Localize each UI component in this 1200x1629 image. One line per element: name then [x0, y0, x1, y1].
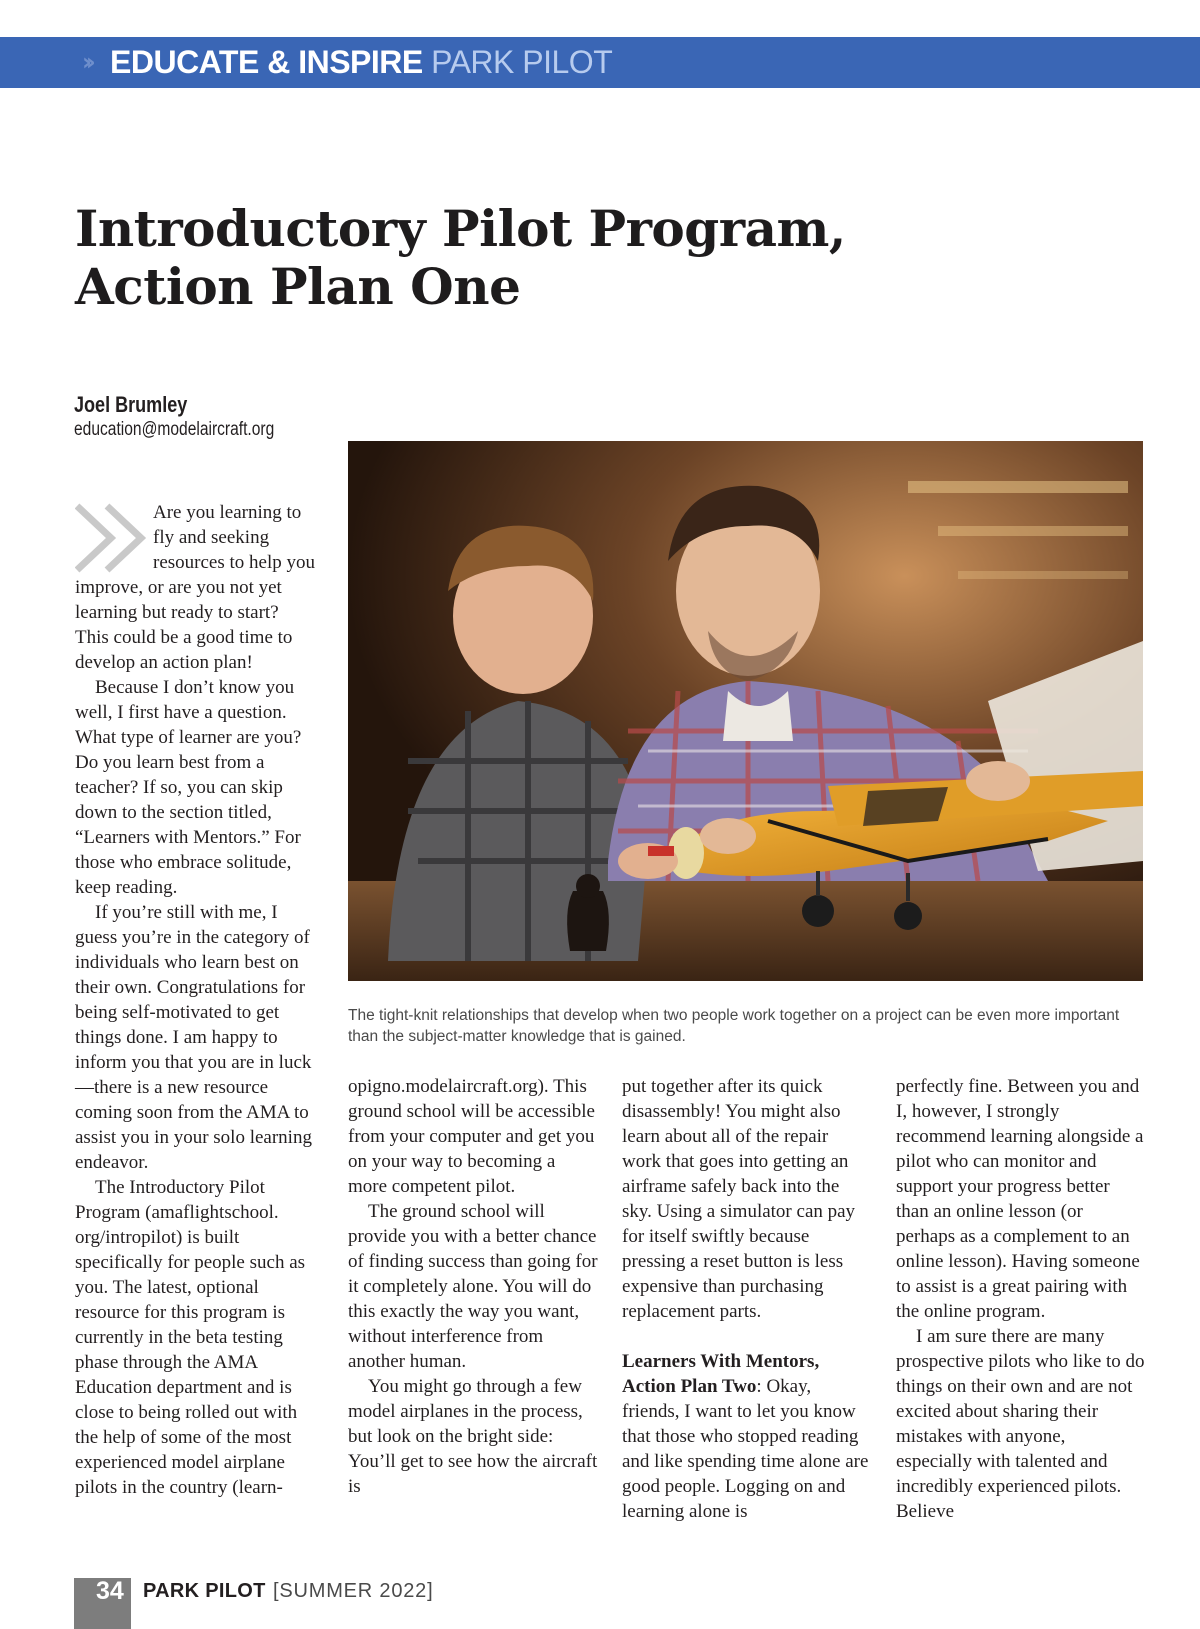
section-name: EDUCATE & INSPIRE	[110, 44, 423, 80]
workshop-photo-illustration	[348, 441, 1143, 981]
paragraph: Are you learning to fly and seeking resources to help you improve, or are you not yet learning but ready to start? This could be a good time to develop an action plan!	[75, 502, 315, 673]
paragraph: I am sure there are many prospective pilots who like to do things on their own and are not excited about sharing their mistakes with anyone, especially with talented and incredibly experienced pilots. Believe	[896, 1326, 1145, 1522]
paragraph: The Introductory Pilot Program (amaflightschool. org/intropilot) is built specifically for people such as you. The latest, optional resource for this program is currently in the beta testing phase through the AMA Education department and is close to being rolled out with the help of some of the most experienced model airplane pilots in the country (learn-	[75, 1177, 306, 1498]
photo-caption: The tight-knit relationships that develop when two people work together on a project can be even more important than the subject-matter knowledge that is gained.	[348, 1007, 1120, 1045]
paragraph: perfectly fine. Between you and I, however, I strongly recommend learning alongside a pilot who can monitor and support your progress better than an online lesson (or perhaps as a complement to an online lesson). Having someone to assist is a great pairing with the online program.	[896, 1076, 1144, 1322]
paragraph: If you’re still with me, I guess you’re in the category of individuals who learn best on their own. Congratulations for being self-motivated to get things done. I am happy to inform you that you are in luck—there is a new resource coming soon from the AMA to assist you in your solo learning endeavor.	[75, 902, 312, 1173]
headline-line-1: Introductory Pilot Program,	[75, 199, 846, 258]
body-column-1	[75, 500, 315, 1500]
section-subhead: Learners With Mentors, Action Plan Two	[622, 1351, 820, 1397]
paragraph-text: : Okay, friends, I want to let you know that those who stopped reading and like spending time alone are good people. Logging on and learning alone is	[622, 1376, 869, 1522]
section-header-title	[110, 44, 612, 80]
paragraph: You might go through a few model airplanes in the process, but look on the bright side: You’ll get to see how the aircraft is	[348, 1376, 598, 1497]
body-column-4	[896, 1074, 1146, 1524]
paragraph: Because I don’t know you well, I first have a question. What type of learner are you? Do you learn best from a teacher? If so, you can skip down to the section titled, “Learners with Mentors.” For those who embrace solitude, keep reading.	[75, 677, 302, 898]
page-number: 34	[96, 1577, 124, 1605]
article-headline	[75, 200, 975, 316]
author-email[interactable]: education@modelaircraft.org	[74, 419, 275, 440]
footer-issue: [SUMMER 2022]	[273, 1580, 434, 1602]
article-photo	[348, 441, 1143, 981]
magazine-name: PARK PILOT	[431, 44, 613, 80]
section-header-bar	[0, 37, 1200, 88]
double-chevron-icon: ››	[82, 48, 90, 76]
author-name: Joel Brumley	[74, 392, 188, 417]
paragraph: opigno.modelaircraft.org). This ground school will be accessible from your computer and get you on your way to becoming a more competent pilot.	[348, 1076, 595, 1197]
paragraph: The ground school will provide you with a better chance of finding success than going for it completely alone. You will do this exactly the way you want, without interference from another human.	[348, 1201, 598, 1372]
paragraph	[622, 1349, 872, 1524]
paragraph: put together after its quick disassembly! You might also learn about all of the repair work that goes into getting an airframe safely back into the sky. Using a simulator can pay for itself swiftly because pressing a reset button is less expensive than purchasing replacement parts.	[622, 1076, 856, 1322]
headline-line-2: Action Plan One	[75, 257, 521, 316]
body-column-3	[622, 1074, 872, 1524]
double-chevron-icon	[75, 502, 153, 574]
body-column-2	[348, 1074, 598, 1499]
footer-magazine-name: PARK PILOT	[143, 1580, 266, 1602]
